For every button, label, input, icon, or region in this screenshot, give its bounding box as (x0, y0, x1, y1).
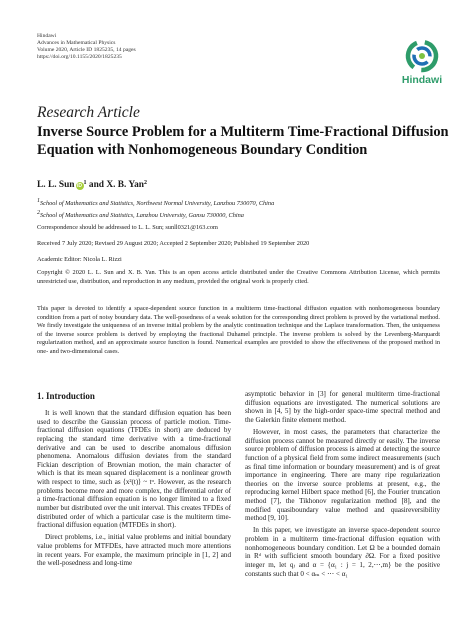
correspondence-line: Correspondence should be addressed to L. L. Sun; sunll0321@163.com (37, 224, 218, 231)
article-title: Inverse Source Problem for a Multiterm Time-Fractional Diffusion Equation with Nonhomogeneous Boundary Condition (37, 124, 449, 158)
affiliation-marker: 1 (37, 198, 40, 204)
left-column (37, 409, 231, 568)
journal-series: Advances in Mathematical Physics (37, 40, 116, 46)
author-list (37, 180, 147, 190)
intro-paragraph: Direct problems, i.e., initial value problems and initial boundary value problems for MTFDEs, have attracted much more attentions in recent years. For example, the maximum principle in [1, 2] and the well-posedness and long-time (37, 533, 231, 568)
intro-paragraph: asymptotic behavior in [3] for general multiterm time-fractional diffusion equations are investigated. The numerical solutions are shown in [4, 5] by the high-order space-time spectral method and the Galerkin finite element method. (245, 390, 440, 424)
abstract: This paper is devoted to identify a space-dependent source function in a multiterm time-fractional diffusion equation with nonhomogeneous boundary condition from a part of noisy boundary data. The well-posedness of a weak solution for the corresponding direct problem is proved by the variational method. We firstly investigate the uniqueness of an inverse initial problem by the analytic continuation technique and the Laplace transformation. Then, the uniqueness of the inverse source problem is derived by employing the fractional Duhamel principle. The inverse problem is solved by the Levenberg-Marquardt regularization method, and an approximate source function is found. Numerical examples are provided to show the effectiveness of the proposed method in one- and two-dimensional cases. (37, 305, 440, 355)
orcid-icon[interactable]: iD (77, 183, 83, 189)
journal-publisher: Hindawi (37, 33, 57, 39)
affiliation-line (37, 197, 274, 209)
publication-dates: Received 7 July 2020; Revised 29 August 2020; Accepted 2 September 2020; Published 19 September 2020 (37, 240, 310, 247)
intro-paragraph: However, in most cases, the parameters that characterize the diffusion process cannot be measured directly or easily. The inverse source problem of diffusion process is aimed at detecting the source function of a physical field from some indirect measurements (such as final time information or boundary measurement) and is of great importance in engineering. There are many ripe regularization theories on the inverse source problems at present, e.g., the reproducing kernel Hilbert space method [6], the Fourier truncation method [7], the Tikhonov regularization method [8], and the modified quasiboundary value method and quasireversibility method [9, 10]. (245, 428, 440, 523)
author-name[interactable]: L. L. Sun (37, 180, 75, 190)
affiliation-line (37, 209, 274, 221)
affiliation-marker: 2 (37, 209, 40, 216)
affiliations (37, 197, 274, 220)
journal-volume: Volume 2020, Article ID 1825235, 14 pages (37, 47, 136, 53)
journal-doi-link[interactable]: https://doi.org/10.1155/2020/1825235 (37, 54, 122, 60)
section-heading: 1. Introduction (37, 391, 95, 401)
intro-paragraph: It is well known that the standard diffusion equation has been used to describe the Gaussian process of particle motion. Time-fractional diffusion equations (TFDEs in short) are deduced by replacing the standard time derivative with a time-fractional derivative and can be used to describe anomalous diffusion phenomena. Anomalous diffusion deviates from the standard Fickian description of Brownian motion, the main character of which is that its mean squared displacement is a nonlinear growth with respect to time, such as ⟨x²(t)⟩ ~ tᵅ. However, as the research problems become more and more complex, the differential order of a time-fractional diffusion equation is no longer limited to a fixed number but distributed over the unit interval. This creates TFDEs of distributed order of which a particular case is the multiterm time-fractional diffusion equation (MTFDEs in short). (37, 409, 231, 530)
copyright-notice: Copyright © 2020 L. L. Sun and X. B. Yan. This is an open access article distributed under the Creative Commons Attribution License, which permits unrestricted use, distribution, and reproduction in any medium, provided the original work is properly cited. (37, 269, 440, 285)
affiliation-marker: 2 (144, 180, 148, 186)
journal-header (37, 33, 136, 61)
affiliation-marker: 1 (83, 180, 87, 186)
article-type: Research Article (37, 104, 140, 121)
academic-editor: Academic Editor: Nicola L. Rizzi (37, 256, 122, 263)
right-column (245, 390, 440, 578)
affiliation-text: School of Mathematics and Statistics, Lanzhou University, Gansu 730000, China (40, 211, 244, 219)
affiliation-text: School of Mathematics and Statistics, Northwest Normal University, Lanzhou 730070, China (40, 200, 275, 207)
intro-paragraph: In this paper, we investigate an inverse space-dependent source problem in a multiterm time-fractional diffusion equation with nonhomogeneous boundary condition. Let Ω be a bounded domain in Rᵈ with sufficient smooth boundary ∂Ω. For a fixed positive integer m, let qⱼ and α = {α₁ : j = 1, 2,⋯,m} be the positive constants such that 0 < αₘ < ⋯ < α₁ (245, 526, 440, 578)
author-name[interactable]: X. B. Yan (106, 180, 145, 190)
author-conjunction: and (88, 180, 104, 190)
logo-wordmark: Hindawi (401, 74, 443, 86)
